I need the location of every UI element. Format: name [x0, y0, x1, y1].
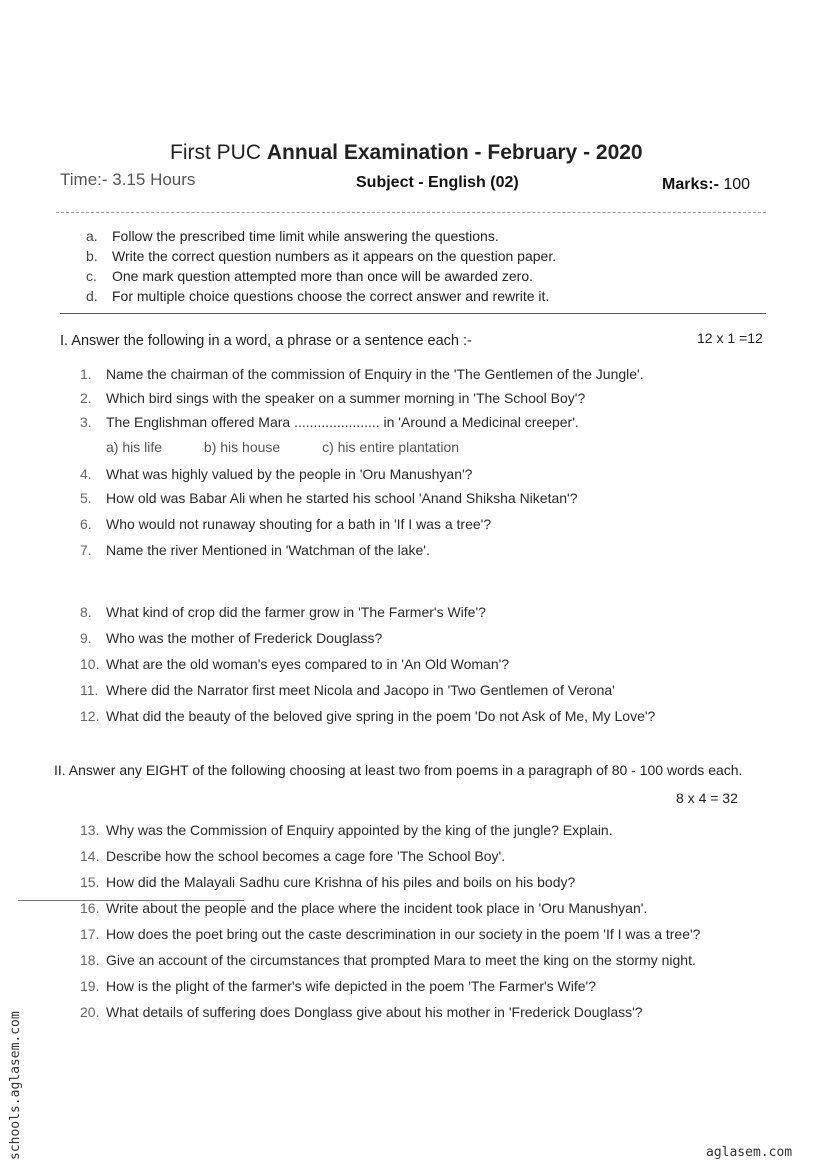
- question-4: 4. What was highly valued by the people in 'Oru Manushyan'?: [80, 466, 473, 482]
- instruction-c: c. One mark question attempted more than once will be awarded zero.: [86, 268, 534, 284]
- question-15: 15. How did the Malayali Sadhu cure Krishna of his piles and boils on his body?: [80, 874, 576, 890]
- question-16: 16. Write about the people and the place where the incident took place in 'Oru Manushyan'.: [80, 900, 648, 916]
- marks-value: 100: [723, 176, 751, 193]
- question-3-options: [106, 439, 497, 455]
- question-2: 2. Which bird sings with the speaker on a summer morning in 'The School Boy'?: [80, 390, 586, 406]
- divider-instructions: [60, 313, 766, 314]
- footer-watermark: aglasem.com: [706, 1145, 793, 1160]
- exam-marks: [662, 176, 750, 194]
- divider-top: [56, 212, 766, 213]
- exam-title-main: Annual Examination - February - 2020: [266, 141, 643, 164]
- question-12: 12. What did the beauty of the beloved give spring in the poem 'Do not Ask of Me, My Love'?: [80, 708, 656, 724]
- side-watermark: schools.aglasem.com: [8, 1011, 23, 1160]
- exam-subject: Subject - English (02): [356, 174, 519, 191]
- question-11: 11. Where did the Narrator first meet Nicola and Jacopo in 'Two Gentlemen of Verona': [80, 682, 615, 698]
- question-7: 7. Name the river Mentioned in 'Watchman of the lake'.: [80, 542, 430, 558]
- option-c: c) his entire plantation: [322, 439, 460, 455]
- question-9: 9. Who was the mother of Frederick Douglass?: [80, 630, 383, 646]
- question-13: 13. Why was the Commission of Enquiry appointed by the king of the jungle? Explain.: [80, 822, 613, 838]
- section-1-heading: I. Answer the following in a word, a phrase or a sentence each :-: [60, 333, 472, 349]
- question-6: 6. Who would not runaway shouting for a bath in 'If I was a tree'?: [80, 516, 492, 532]
- section-2-marks: 8 x 4 = 32: [676, 790, 738, 806]
- question-8: 8. What kind of crop did the farmer grow in 'The Farmer's Wife'?: [80, 604, 486, 620]
- marks-label: Marks:-: [662, 176, 719, 193]
- question-17: 17. How does the poet bring out the caste descrimination in our society in the poem 'If I was a tree'?: [80, 926, 701, 942]
- question-1: 1. Name the chairman of the commission of Enquiry in the 'The Gentlemen of the Jungle'.: [80, 366, 644, 382]
- option-a: a) his life: [106, 439, 163, 455]
- exam-prefix: First PUC: [170, 141, 261, 164]
- instruction-a: a. Follow the prescribed time limit while answering the questions.: [86, 228, 499, 244]
- question-3: 3. The Englishman offered Mara ...................... in 'Around a Medicinal creeper'.: [80, 414, 579, 430]
- question-5: 5. How old was Babar Ali when he started his school 'Anand Shiksha Niketan'?: [80, 490, 578, 506]
- section-2-heading: II. Answer any EIGHT of the following choosing at least two from poems in a paragraph of 80 - 100 words each.: [54, 762, 743, 778]
- question-10: 10. What are the old woman's eyes compared to in 'An Old Woman'?: [80, 656, 510, 672]
- exam-title: [170, 141, 643, 165]
- instruction-d: d. For multiple choice questions choose the correct answer and rewrite it.: [86, 288, 550, 304]
- question-14: 14. Describe how the school becomes a cage fore 'The School Boy'.: [80, 848, 506, 864]
- instruction-b: b. Write the correct question numbers as it appears on the question paper.: [86, 248, 557, 264]
- question-18: 18. Give an account of the circumstances that prompted Mara to meet the king on the stormy night.: [80, 952, 696, 968]
- question-20: 20. What details of suffering does Donglass give about his mother in 'Frederick Douglass'?: [80, 1004, 643, 1020]
- question-19: 19. How is the plight of the farmer's wife depicted in the poem 'The Farmer's Wife'?: [80, 978, 597, 994]
- section-1-marks: 12 x 1 =12: [697, 330, 763, 346]
- option-b: b) his house: [203, 439, 281, 455]
- exam-time: Time:- 3.15 Hours: [60, 170, 196, 189]
